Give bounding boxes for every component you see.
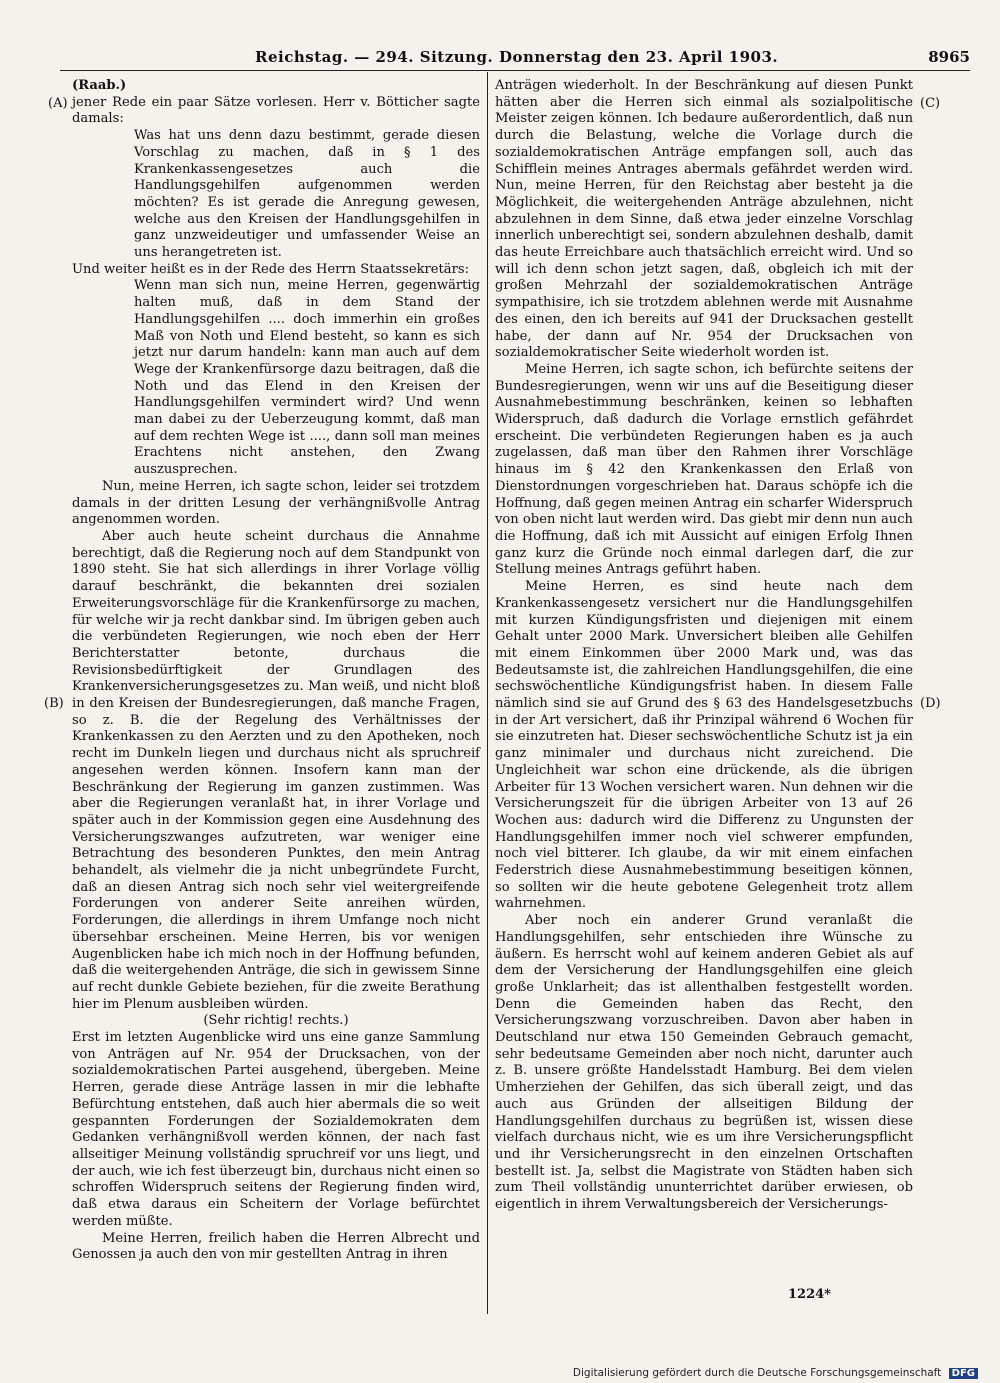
paragraph: Meine Herren, freilich haben die Herren Albrecht und Genossen ja auch den von mir gestellten Antrag in ihren xyxy=(72,1230,480,1263)
column-divider xyxy=(487,72,488,1314)
digitization-footer xyxy=(573,1367,978,1379)
paragraph: jener Rede ein paar Sätze vorlesen. Herr v. Bötticher sagte damals: xyxy=(72,94,480,127)
paragraph: Aber auch heute scheint durchaus die Annahme berechtigt, daß die Regierung noch auf dem Standpunkt von 1890 steht. Sie hat sich allerdings in ihrer Vorlage völlig darauf beschränkt, die bekannten drei sozialen Erweiterungsvorschläge für die Krankenfürsorge zu machen, für welche wir ja recht dankbar sind. Im übrigen geben auch die verbündeten Regierungen, wie noch eben der Herr Berichterstatter betonte, durchaus die Revisionsbedürftigkeit der Grundlagen des Krankenversicherungsgesetzes zu. Man weiß, und nicht bloß in den Kreisen der Bundesregierungen, daß manche Fragen, so z. B. die der Regelung des Verhältnisses der Krankenkassen zu den Aerzten und zu den Apotheken, noch recht im Dunkeln liegen und durchaus nicht als spruchreif angesehen werden können. Insofern kann man der Beschränkung der Regierung im ganzen zustimmen. Was aber die Regierungen veranlaßt hat, in ihrer Vorlage und später auch in der Kommission gegen eine Ausdehnung des Versicherungszwanges aufzutreten, war weniger eine Betrachtung des besonderen Punktes, den mein Antrag behandelt, als vielmehr die ja nicht unbegründete Furcht, daß an diesen Antrag sich noch sehr viel weitergreifende Forderungen von anderer Seite anreihen würden, Forderungen, die allerdings in ihrem Umfange noch nicht übersehbar erscheinen. Meine Herren, bis vor wenigen Augenblicken habe ich mich noch in der Hoffnung befunden, daß die weitergehenden Anträge, die sich in gewissem Sinne auf recht dunkle Gebiete beziehen, für die zweite Berathung hier im Plenum ausbleiben würden. xyxy=(72,528,480,1012)
paragraph: Aber noch ein anderer Grund veranlaßt die Handlungsgehilfen, sehr entschieden ihre Wünsche zu äußern. Es herrscht wohl auf keinem anderen Gebiet als auf dem der Versicherung der Handlungsgehilfen eine gleich große Unklarheit; das ist allenthalben festgestellt worden. Denn die Gemeinden haben das Recht, den Versicherungszwang vorzuschreiben. Davon aber haben in Deutschland nur etwa 150 Gemeinden Gebrauch gemacht, sehr bedeutsame Gemeinden aber noch nicht, darunter auch z. B. unsere größte Handelsstadt Hamburg. Bei dem vielen Umherziehen der Gehilfen, das sich überall zeigt, und das auch aus Gründen der allseitigen Bildung der Handlungsgehilfen durchaus zu begrüßen ist, wissen diese vielfach durchaus nicht, wie es um ihre Versicherungspflicht und ihr Versicherungsrecht in den einzelnen Ortschaften bestellt ist. Ja, selbst die Magistrate von Städten haben sich zum Theil vollständig ununterrichtet darüber erwiesen, ob eigentlich in ihrem Verwaltungsbereich der Versicherungs- xyxy=(495,913,913,1213)
paragraph: Nun, meine Herren, ich sagte schon, leider sei trotzdem damals in der dritten Lesung der verhängnißvolle Antrag angenommen worden. xyxy=(72,478,480,528)
speaker-label: (Raab.) xyxy=(72,78,127,93)
left-column xyxy=(72,78,480,1264)
right-column xyxy=(495,78,913,1214)
paragraph: Anträgen wiederholt. In der Beschränkung auf diesen Punkt hätten aber die Herren sich einmal als sozialpolitische Meister zeigen können. Ich bedaure außerordentlich, daß nun durch die Belastung, welche die Vorlage durch die sozialdemokratischen Anträge empfangen soll, auch das Schifflein meines Antrages abermals gefährdet werden wird. Nun, meine Herren, für den Reichstag aber besteht ja die Möglichkeit, die weitergehenden Anträge abzulehnen, nicht abzulehnen in dem Sinne, daß etwa jeder einzelne Vorschlag innerlich unberechtigt sei, sondern abzulehnen deshalb, damit das heute Erreichbare auch thatsächlich erreicht wird. Und so will ich denn schon jetzt sagen, daß, obgleich ich mit der großen Mehrzahl der sozialdemokratischen Anträge sympathisire, ich sie trotzdem ablehnen werde mit Ausnahme des einen, den ich bereits auf 941 der Drucksachen gestellt habe, der dann auf Nr. 954 der Drucksachen von sozialdemokratischer Seite wiederholt worden ist. xyxy=(495,78,913,361)
margin-mark-c: (C) xyxy=(920,96,941,111)
margin-mark-a: (A) xyxy=(48,96,68,111)
paragraph: Erst im letzten Augenblicke wird uns eine ganze Sammlung von Anträgen auf Nr. 954 der Drucksachen, von der sozialdemokratischen Partei ausgehend, übergeben. Meine Herren, gerade diese Anträge lassen in mir die lebhafte Befürchtung entstehen, daß auch hier abermals die so weit gespannten Forderungen der Sozialdemokraten dem Gedanken verhängnißvoll werden können, der nach fast allseitiger Meinung vollständig spruchreif vor uns liegt, und der auch, wie ich fest überzeugt bin, durchaus nicht einen so schroffen Widerspruch seitens der Regierung finden wird, daß etwa daraus ein Scheitern der Vorlage befürchtet werden müßte. xyxy=(72,1030,480,1229)
quotation: Wenn man sich nun, meine Herren, gegenwärtig halten muß, daß in dem Stand der Handlungsgehilfen .... doch immerhin ein großes Maß von Noth und Elend besteht, so kann es sich jetzt nur darum handeln: kann man auch auf dem Wege der Krankenfürsorge dazu beitragen, daß die Noth und das Elend in den Kreisen der Handlungsgehilfen vermindert wird? Und wenn man dabei zu der Ueberzeugung kommt, daß man auf dem rechten Wege ist ...., dann soll man meines Erachtens nicht anstehen, den Zwang auszusprechen. xyxy=(134,278,480,478)
margin-mark-d: (D) xyxy=(920,696,941,711)
margin-mark-b: (B) xyxy=(44,696,64,711)
sheet-signature: 1224* xyxy=(788,1287,831,1302)
running-title: Reichstag. — 294. Sitzung. Donnerstag den 23. April 1903. xyxy=(255,48,779,66)
header-rule xyxy=(60,70,970,71)
dfg-logo: DFG xyxy=(949,1368,978,1379)
footer-text: Digitalisierung gefördert durch die Deutsche Forschungsgemeinschaft xyxy=(572,1367,942,1379)
paragraph: Meine Herren, es sind heute nach dem Krankenkassengesetz versichert nur die Handlungsgehilfen mit kurzen Kündigungsfristen und diejenigen mit einem Gehalt unter 2000 Mark. Unversichert bleiben alle Gehilfen mit einem Einkommen über 2000 Mark und, was das Bedeutsamste ist, die zahlreichen Handlungsgehilfen, die eine sechswöchentliche Kündigungsfrist haben. In diesem Falle nämlich sind sie auf Grund des § 63 des Handelsgesetzbuchs in der Art versichert, daß ihr Prinzipal während 6 Wochen für sie einzutreten hat. Dieser sechswöchentliche Schutz ist ja ein ganz minimaler und durchaus nicht zureichend. Die Ungleichheit war schon eine drückende, als die übrigen Arbeiter für 13 Wochen versichert waren. Nun dehnen wir die Versicherungszeit für die übrigen Arbeiter von 13 auf 26 Wochen aus: dadurch wird die Differenz zu Ungunsten der Handlungsgehilfen immer noch viel schwerer empfunden, noch viel bitterer. Ich glaube, da wir mit einem einfachen Federstrich diese Ausnahmebestimmung beseitigen können, so sollten wir die heute gebotene Gelegenheit trotz allem wahrnehmen. xyxy=(495,579,913,912)
page-number: 8965 xyxy=(928,48,970,66)
paragraph: Meine Herren, ich sagte schon, ich befürchte seitens der Bundesregierungen, wenn wir uns auf die Beseitigung dieser Ausnahmebestimmung beschränken, keinen so lebhaften Widerspruch, daß dadurch die Vorlage ernstlich gefährdet erscheint. Die verbündeten Regierungen haben es ja auch zugelassen, daß man über den Rahmen ihrer Vorschläge hinaus im § 42 den Krankenkassen den Erlaß von Dienstordnungen vorgeschrieben hat. Daraus schöpfe ich die Hoffnung, daß gegen meinen Antrag ein scharfer Widerspruch von oben nicht laut werden wird. Das giebt mir denn nun auch die Hoffnung, daß ich mit Aussicht auf einigen Erfolg Ihnen ganz kurz die Gründe noch einmal darlegen darf, die zur Stellung meines Antrags geführt haben. xyxy=(495,361,913,578)
quotation: Was hat uns denn dazu bestimmt, gerade diesen Vorschlag zu machen, daß in § 1 des Krankenkassengesetzes auch die Handlungsgehilfen aufgenommen werden möchten? Es ist gerade die Anregung gewesen, welche aus den Kreisen der Handlungsgehilfen in ganz unzweideutiger und umfassender Weise an uns herangetreten ist. xyxy=(134,128,480,261)
interjection: (Sehr richtig! rechts.) xyxy=(203,1013,349,1029)
paragraph: Und weiter heißt es in der Rede des Herrn Staatssekretärs: xyxy=(72,261,469,277)
